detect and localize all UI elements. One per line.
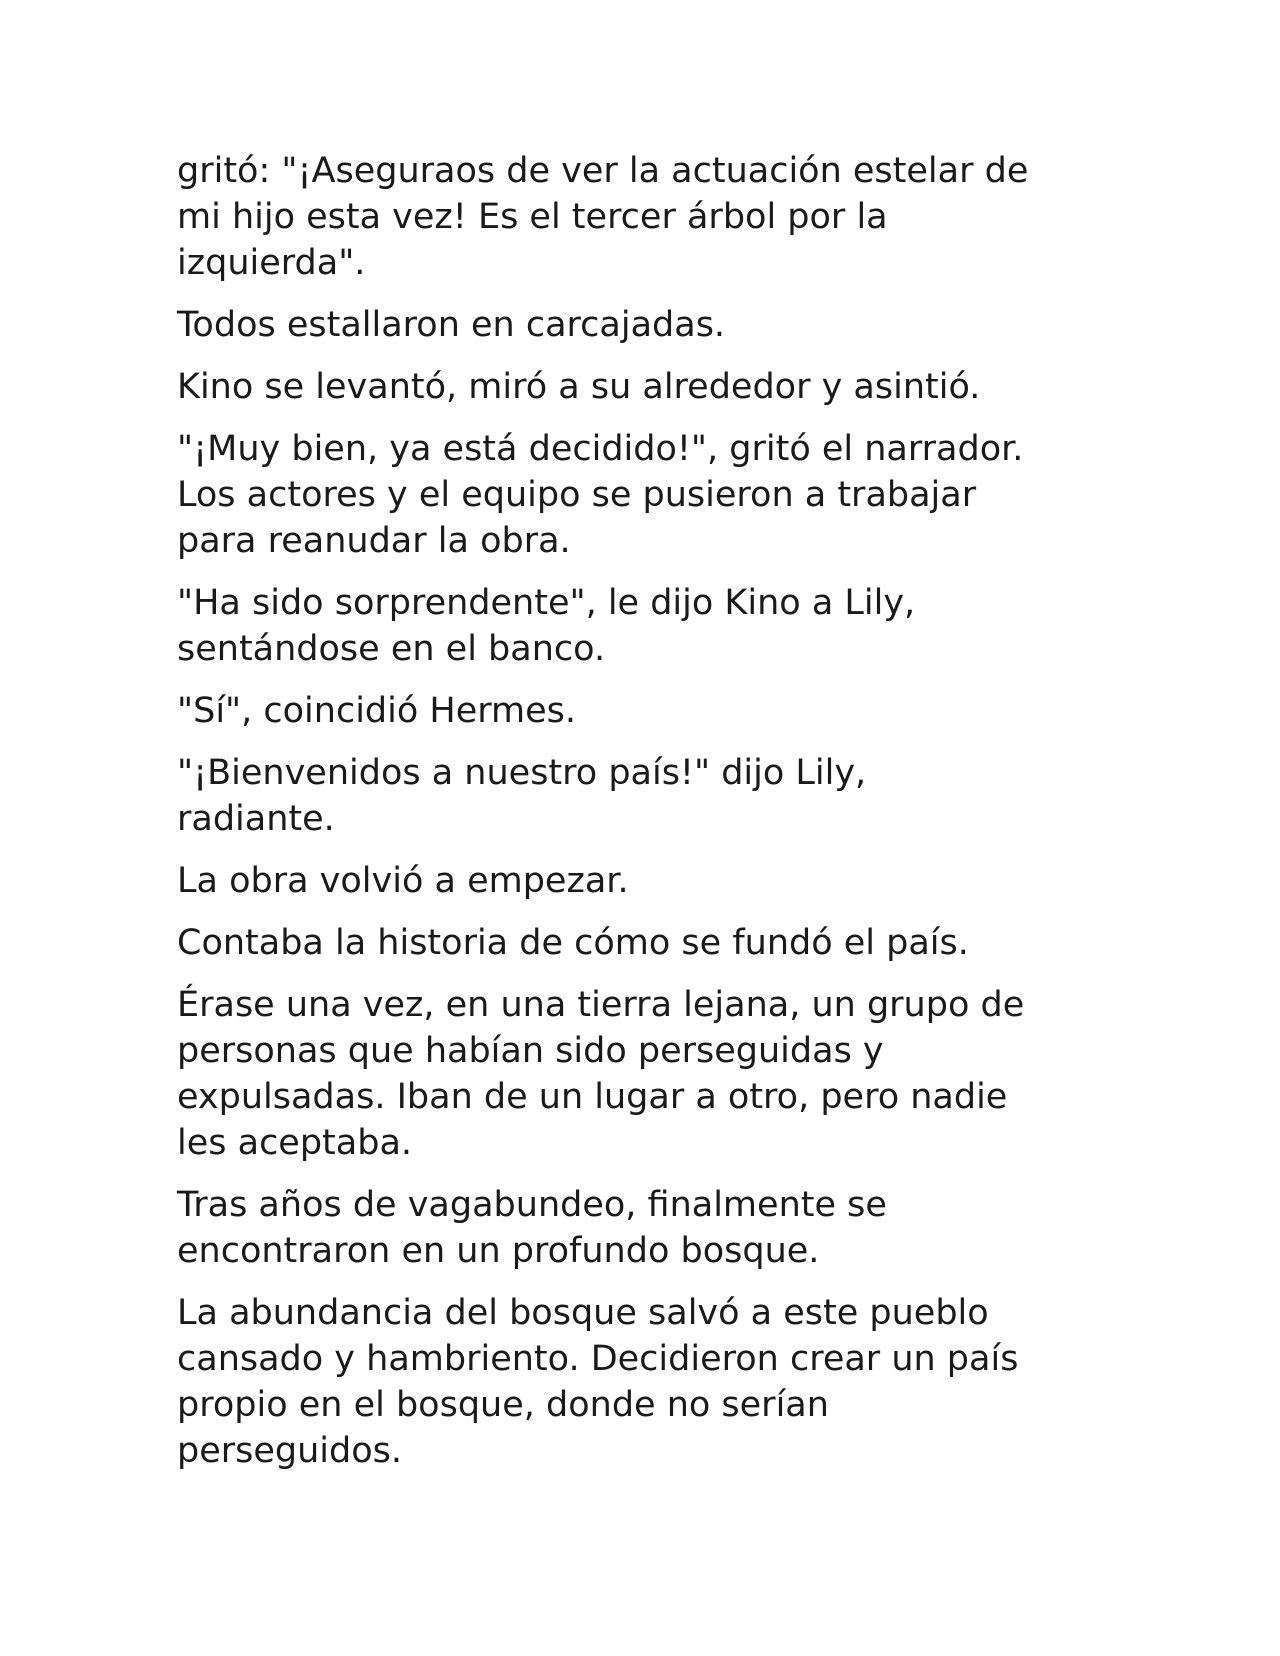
paragraph: La obra volvió a empezar.: [177, 861, 629, 901]
paragraph: Todos estallaron en carcajadas.: [177, 305, 726, 345]
paragraph: La abundancia del bosque salvó a este pueblo cansado y hambriento. Decidieron crear un país propio en el bosque, donde no serían perseguidos.: [177, 1293, 1019, 1471]
paragraph: Contaba la historia de cómo se fundó el país.: [177, 923, 969, 963]
paragraph: "Sí", coincidió Hermes.: [177, 691, 577, 731]
document-page: [177, 148, 1117, 1490]
paragraph: "¡Muy bien, ya está decidido!", gritó el narrador. Los actores y el equipo se pusieron a trabajar para reanudar la obra.: [177, 429, 1024, 561]
paragraph: Kino se levantó, miró a su alrededor y asintió.: [177, 367, 981, 407]
paragraph: "Ha sido sorprendente", le dijo Kino a Lily, sentándose en el banco.: [177, 583, 916, 669]
paragraph: "¡Bienvenidos a nuestro país!" dijo Lily, radiante.: [177, 753, 867, 839]
paragraph: Tras años de vagabundeo, finalmente se encontraron en un profundo bosque.: [177, 1185, 887, 1271]
paragraph: Érase una vez, en una tierra lejana, un grupo de personas que habían sido perseguidas y expulsadas. Iban de un lugar a otro, pero nadie les aceptaba.: [177, 985, 1025, 1163]
paragraph: gritó: "¡Aseguraos de ver la actuación estelar de mi hijo esta vez! Es el tercer árbol por la izquierda".: [177, 151, 1029, 283]
